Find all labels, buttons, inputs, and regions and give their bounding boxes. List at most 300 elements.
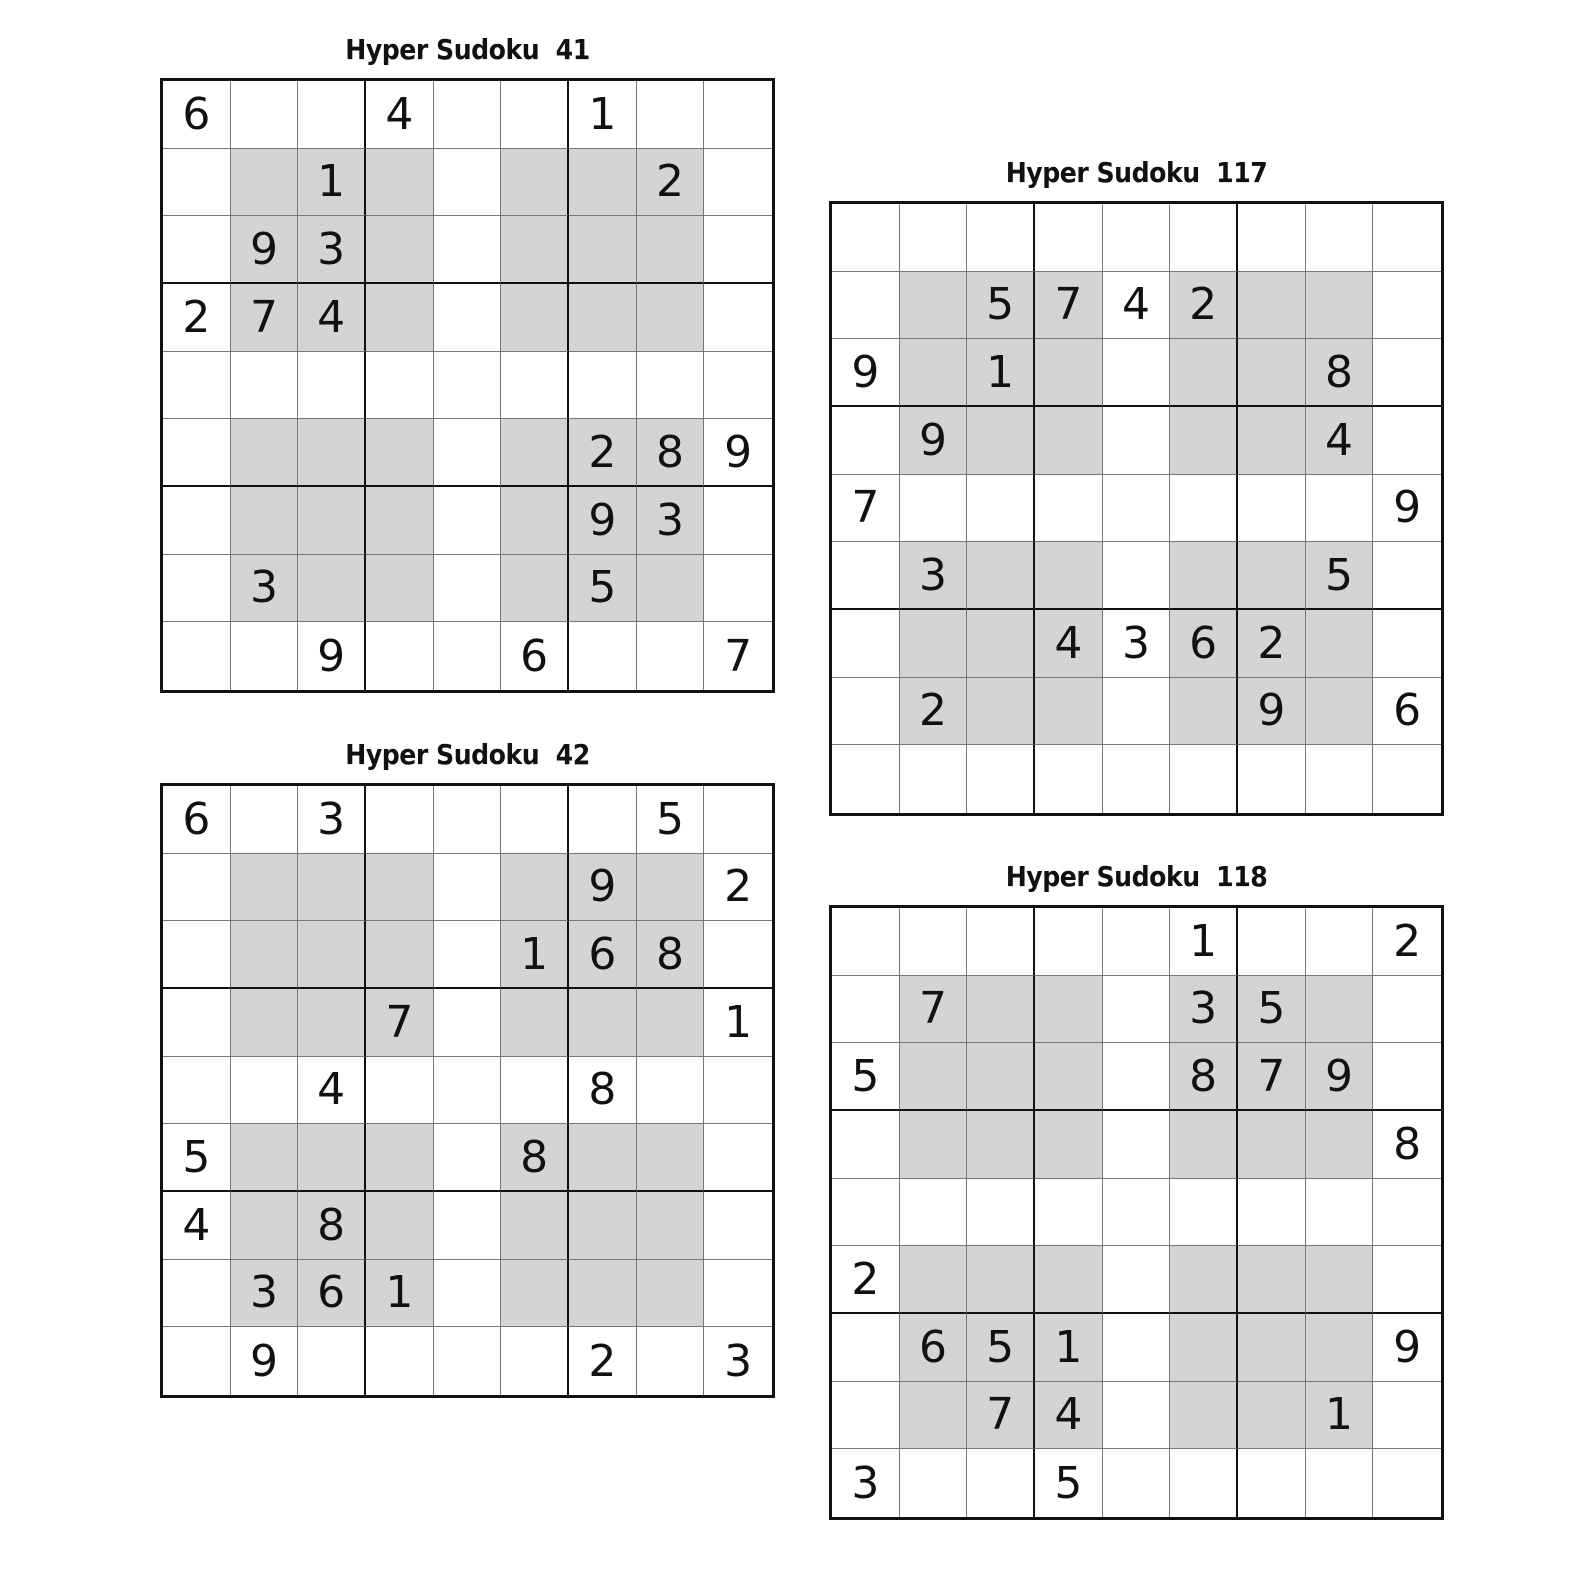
sudoku-cell (434, 1260, 502, 1328)
sudoku-cell (298, 487, 366, 555)
sudoku-cell (298, 1124, 366, 1192)
sudoku-cell: 5 (967, 272, 1035, 340)
sudoku-cell (967, 542, 1035, 610)
sudoku-cell (434, 622, 502, 690)
sudoku-cell (1306, 976, 1374, 1044)
sudoku-cell (1238, 339, 1306, 407)
sudoku-cell (704, 1192, 772, 1260)
sudoku-cell: 1 (967, 339, 1035, 407)
sudoku-cell (501, 284, 569, 352)
sudoku-cell: 4 (1035, 1382, 1103, 1450)
sudoku-cell: 6 (569, 921, 637, 989)
sudoku-cell (434, 989, 502, 1057)
sudoku-cell: 7 (231, 284, 299, 352)
sudoku-cell (569, 216, 637, 284)
sudoku-cell (1373, 1043, 1441, 1111)
sudoku-cell (366, 352, 434, 420)
sudoku-cell: 8 (1306, 339, 1374, 407)
sudoku-cell: 6 (163, 81, 231, 149)
sudoku-cell: 9 (231, 216, 299, 284)
sudoku-cell (1170, 1179, 1238, 1247)
sudoku-cell (1238, 407, 1306, 475)
sudoku-cell (163, 989, 231, 1057)
sudoku-cell (1306, 1179, 1374, 1247)
sudoku-cell (900, 475, 968, 543)
sudoku-cell (366, 1192, 434, 1260)
sudoku-cell: 1 (1170, 908, 1238, 976)
sudoku-cell (366, 216, 434, 284)
sudoku-cell (637, 284, 705, 352)
sudoku-cell (1306, 1449, 1374, 1517)
sudoku-cell (434, 352, 502, 420)
sudoku-cell (704, 786, 772, 854)
puzzle-title: Hyper Sudoku 41 (345, 33, 590, 66)
sudoku-puzzle (829, 857, 1444, 1520)
sudoku-cell (501, 81, 569, 149)
sudoku-cell: 3 (298, 216, 366, 284)
sudoku-cell (1373, 1382, 1441, 1450)
sudoku-cell (1306, 1314, 1374, 1382)
sudoku-cell: 6 (1170, 610, 1238, 678)
sudoku-cell: 9 (832, 339, 900, 407)
sudoku-cell (1238, 475, 1306, 543)
sudoku-cell (1238, 1111, 1306, 1179)
sudoku-cell: 2 (1238, 610, 1306, 678)
sudoku-cell (967, 1246, 1035, 1314)
sudoku-cell (967, 1179, 1035, 1247)
sudoku-cell (1170, 678, 1238, 746)
sudoku-cell: 8 (1373, 1111, 1441, 1179)
sudoku-cell (1306, 272, 1374, 340)
sudoku-cell (704, 487, 772, 555)
sudoku-cell (637, 1057, 705, 1125)
sudoku-cell: 6 (1373, 678, 1441, 746)
sudoku-cell: 6 (501, 622, 569, 690)
sudoku-cell (1170, 542, 1238, 610)
sudoku-cell: 8 (1170, 1043, 1238, 1111)
sudoku-cell: 9 (1373, 1314, 1441, 1382)
sudoku-cell (1035, 204, 1103, 272)
sudoku-cell (501, 1327, 569, 1395)
sudoku-cell (900, 610, 968, 678)
sudoku-cell (163, 622, 231, 690)
sudoku-cell (298, 555, 366, 623)
sudoku-cell (1035, 908, 1103, 976)
sudoku-cell (1373, 407, 1441, 475)
sudoku-cell (231, 149, 299, 217)
sudoku-cell (1373, 542, 1441, 610)
sudoku-cell (704, 555, 772, 623)
puzzle-title: Hyper Sudoku 118 (1005, 860, 1268, 893)
sudoku-cell (1103, 475, 1171, 543)
sudoku-cell: 7 (1238, 1043, 1306, 1111)
sudoku-cell (832, 1111, 900, 1179)
sudoku-cell (501, 786, 569, 854)
sudoku-cell (967, 475, 1035, 543)
sudoku-cell (967, 610, 1035, 678)
sudoku-cell (366, 854, 434, 922)
sudoku-cell (900, 339, 968, 407)
sudoku-cell (1103, 1111, 1171, 1179)
sudoku-cell: 6 (298, 1260, 366, 1328)
sudoku-cell (501, 854, 569, 922)
sudoku-cell (434, 854, 502, 922)
sudoku-cell (704, 81, 772, 149)
sudoku-cell (1306, 678, 1374, 746)
sudoku-cell (637, 352, 705, 420)
sudoku-cell (967, 745, 1035, 813)
sudoku-cell: 9 (704, 419, 772, 487)
sudoku-cell (501, 352, 569, 420)
sudoku-cell (163, 555, 231, 623)
sudoku-cell (1035, 339, 1103, 407)
sudoku-cell: 7 (1035, 272, 1103, 340)
sudoku-cell: 1 (366, 1260, 434, 1328)
sudoku-cell (1373, 272, 1441, 340)
sudoku-cell (704, 352, 772, 420)
sudoku-cell (434, 81, 502, 149)
sudoku-cell (1238, 1449, 1306, 1517)
sudoku-cell (366, 419, 434, 487)
sudoku-cell (704, 284, 772, 352)
sudoku-cell (501, 1057, 569, 1125)
sudoku-cell (231, 1057, 299, 1125)
sudoku-cell: 9 (1238, 678, 1306, 746)
sudoku-cell (900, 1179, 968, 1247)
sudoku-cell: 2 (569, 1327, 637, 1395)
sudoku-cell (231, 487, 299, 555)
sudoku-cell (231, 989, 299, 1057)
puzzle-title: Hyper Sudoku 117 (1005, 156, 1268, 189)
sudoku-cell: 3 (231, 555, 299, 623)
sudoku-cell (366, 921, 434, 989)
sudoku-cell (1238, 908, 1306, 976)
sudoku-cell (1170, 1246, 1238, 1314)
sudoku-cell (163, 1057, 231, 1125)
sudoku-cell (637, 1260, 705, 1328)
sudoku-cell (231, 786, 299, 854)
sudoku-cell (1103, 1246, 1171, 1314)
sudoku-cell (900, 1246, 968, 1314)
sudoku-cell: 5 (832, 1043, 900, 1111)
sudoku-puzzle (160, 30, 775, 693)
sudoku-cell (434, 1192, 502, 1260)
sudoku-cell: 5 (1238, 976, 1306, 1044)
sudoku-cell (1103, 1043, 1171, 1111)
sudoku-cell (1373, 204, 1441, 272)
sudoku-cell (434, 284, 502, 352)
sudoku-cell (1170, 475, 1238, 543)
sudoku-cell (298, 419, 366, 487)
sudoku-cell (366, 622, 434, 690)
sudoku-cell: 8 (298, 1192, 366, 1260)
sudoku-cell (231, 352, 299, 420)
sudoku-cell (900, 1043, 968, 1111)
sudoku-cell (501, 419, 569, 487)
sudoku-cell: 2 (704, 854, 772, 922)
sudoku-cell: 4 (298, 284, 366, 352)
sudoku-cell (637, 854, 705, 922)
sudoku-cell (434, 216, 502, 284)
sudoku-cell (1170, 339, 1238, 407)
sudoku-cell (501, 989, 569, 1057)
sudoku-cell: 3 (1103, 610, 1171, 678)
sudoku-cell (1103, 976, 1171, 1044)
sudoku-cell: 4 (298, 1057, 366, 1125)
sudoku-cell (434, 419, 502, 487)
sudoku-cell (501, 1260, 569, 1328)
sudoku-cell: 7 (967, 1382, 1035, 1450)
sudoku-cell (1170, 745, 1238, 813)
sudoku-cell (832, 272, 900, 340)
sudoku-cell (366, 786, 434, 854)
sudoku-cell: 5 (163, 1124, 231, 1192)
sudoku-cell: 5 (967, 1314, 1035, 1382)
sudoku-cell (1035, 1043, 1103, 1111)
sudoku-cell: 3 (704, 1327, 772, 1395)
sudoku-cell (967, 678, 1035, 746)
sudoku-cell: 9 (569, 487, 637, 555)
sudoku-cell: 3 (832, 1449, 900, 1517)
sudoku-cell (1103, 1314, 1171, 1382)
sudoku-cell: 2 (1170, 272, 1238, 340)
sudoku-cell (163, 352, 231, 420)
sudoku-cell: 1 (1306, 1382, 1374, 1450)
sudoku-cell (704, 1057, 772, 1125)
sudoku-cell (1103, 204, 1171, 272)
sudoku-cell (231, 81, 299, 149)
sudoku-cell (637, 216, 705, 284)
sudoku-cell (1373, 745, 1441, 813)
sudoku-cell (434, 921, 502, 989)
sudoku-cell (900, 1111, 968, 1179)
sudoku-cell (900, 908, 968, 976)
sudoku-cell (704, 921, 772, 989)
sudoku-cell (900, 1449, 968, 1517)
sudoku-cell (1035, 407, 1103, 475)
sudoku-cell: 2 (1373, 908, 1441, 976)
sudoku-cell (1103, 339, 1171, 407)
sudoku-cell (298, 352, 366, 420)
sudoku-cell (1238, 272, 1306, 340)
sudoku-cell (569, 622, 637, 690)
sudoku-cell (1306, 204, 1374, 272)
sudoku-cell (832, 908, 900, 976)
sudoku-cell (1306, 1111, 1374, 1179)
sudoku-cell (1306, 475, 1374, 543)
sudoku-cell: 5 (1306, 542, 1374, 610)
sudoku-cell: 4 (366, 81, 434, 149)
sudoku-cell (900, 745, 968, 813)
sudoku-cell (569, 149, 637, 217)
sudoku-cell (1170, 1449, 1238, 1517)
sudoku-cell (1035, 976, 1103, 1044)
sudoku-cell (501, 149, 569, 217)
sudoku-cell (1103, 908, 1171, 976)
sudoku-cell (1035, 542, 1103, 610)
sudoku-cell (1373, 339, 1441, 407)
sudoku-cell (1373, 1179, 1441, 1247)
sudoku-cell (163, 854, 231, 922)
sudoku-cell (967, 204, 1035, 272)
sudoku-cell: 8 (637, 921, 705, 989)
sudoku-cell (231, 1192, 299, 1260)
sudoku-cell (1170, 1382, 1238, 1450)
sudoku-cell: 2 (832, 1246, 900, 1314)
sudoku-grid (160, 783, 775, 1398)
sudoku-cell (967, 1043, 1035, 1111)
sudoku-cell: 4 (1306, 407, 1374, 475)
sudoku-cell: 5 (569, 555, 637, 623)
sudoku-cell (298, 989, 366, 1057)
sudoku-cell: 1 (704, 989, 772, 1057)
sudoku-cell (434, 149, 502, 217)
sudoku-cell (637, 1327, 705, 1395)
sudoku-cell: 1 (501, 921, 569, 989)
sudoku-cell (298, 921, 366, 989)
sudoku-cell (967, 407, 1035, 475)
puzzle-title: Hyper Sudoku 42 (345, 738, 590, 771)
sudoku-cell (163, 1327, 231, 1395)
sudoku-cell (163, 216, 231, 284)
sudoku-cell (1035, 1179, 1103, 1247)
sudoku-cell (434, 487, 502, 555)
sudoku-cell (900, 204, 968, 272)
sudoku-cell (366, 1057, 434, 1125)
sudoku-cell (231, 1124, 299, 1192)
sudoku-cell: 9 (569, 854, 637, 922)
sudoku-cell: 3 (637, 487, 705, 555)
sudoku-cell (569, 1192, 637, 1260)
sudoku-cell: 7 (704, 622, 772, 690)
sudoku-cell (1238, 542, 1306, 610)
sudoku-cell (1035, 1246, 1103, 1314)
sudoku-cell (1103, 542, 1171, 610)
sudoku-grid (829, 201, 1444, 816)
sudoku-cell (569, 284, 637, 352)
sudoku-cell (434, 555, 502, 623)
sudoku-cell (1103, 1179, 1171, 1247)
sudoku-cell (163, 419, 231, 487)
sudoku-cell (832, 976, 900, 1044)
sudoku-cell (967, 976, 1035, 1044)
sudoku-cell: 7 (366, 989, 434, 1057)
sudoku-cell: 9 (1373, 475, 1441, 543)
sudoku-cell (704, 216, 772, 284)
sudoku-cell (637, 81, 705, 149)
sudoku-cell: 1 (1035, 1314, 1103, 1382)
sudoku-cell (569, 989, 637, 1057)
sudoku-cell (501, 216, 569, 284)
sudoku-cell: 7 (900, 976, 968, 1044)
sudoku-cell (704, 1260, 772, 1328)
sudoku-cell: 9 (1306, 1043, 1374, 1111)
sudoku-cell (569, 352, 637, 420)
sudoku-cell (434, 786, 502, 854)
sudoku-cell (501, 487, 569, 555)
sudoku-cell (231, 854, 299, 922)
sudoku-cell (1306, 610, 1374, 678)
sudoku-cell (832, 407, 900, 475)
sudoku-cell (637, 989, 705, 1057)
sudoku-cell (967, 908, 1035, 976)
sudoku-cell (366, 1327, 434, 1395)
sudoku-cell (1170, 204, 1238, 272)
sudoku-cell (501, 1192, 569, 1260)
sudoku-cell (366, 149, 434, 217)
sudoku-cell (501, 555, 569, 623)
sudoku-cell (832, 1179, 900, 1247)
sudoku-cell (1170, 407, 1238, 475)
sudoku-cell (434, 1124, 502, 1192)
sudoku-cell: 4 (1035, 610, 1103, 678)
sudoku-cell (1103, 678, 1171, 746)
sudoku-cell (1170, 1314, 1238, 1382)
sudoku-cell (231, 622, 299, 690)
sudoku-cell (231, 419, 299, 487)
sudoku-cell: 4 (163, 1192, 231, 1260)
sudoku-cell (366, 487, 434, 555)
sudoku-cell (1035, 1111, 1103, 1179)
sudoku-cell (1170, 1111, 1238, 1179)
sudoku-cell: 3 (231, 1260, 299, 1328)
sudoku-cell: 3 (298, 786, 366, 854)
sudoku-grid (160, 78, 775, 693)
sudoku-cell (637, 1124, 705, 1192)
sudoku-cell (569, 1124, 637, 1192)
sudoku-cell (298, 81, 366, 149)
sudoku-cell: 1 (569, 81, 637, 149)
sudoku-cell (637, 622, 705, 690)
sudoku-cell: 6 (163, 786, 231, 854)
sudoku-cell: 3 (900, 542, 968, 610)
sudoku-cell: 1 (298, 149, 366, 217)
sudoku-cell (1373, 1246, 1441, 1314)
sudoku-cell (298, 1327, 366, 1395)
sudoku-cell (434, 1327, 502, 1395)
sudoku-cell (163, 487, 231, 555)
sudoku-cell: 5 (637, 786, 705, 854)
sudoku-cell (832, 745, 900, 813)
sudoku-cell (1103, 1382, 1171, 1450)
sudoku-cell: 2 (900, 678, 968, 746)
sudoku-cell (1238, 1246, 1306, 1314)
sudoku-cell (163, 149, 231, 217)
sudoku-cell: 8 (501, 1124, 569, 1192)
sudoku-cell: 9 (231, 1327, 299, 1395)
sudoku-cell: 7 (832, 475, 900, 543)
sudoku-cell (1306, 908, 1374, 976)
sudoku-grid (829, 905, 1444, 1520)
sudoku-cell (1238, 1314, 1306, 1382)
sudoku-cell (832, 1314, 900, 1382)
sudoku-cell (1373, 1449, 1441, 1517)
sudoku-cell: 3 (1170, 976, 1238, 1044)
sudoku-cell (1035, 475, 1103, 543)
sudoku-cell (1103, 1449, 1171, 1517)
sudoku-cell (366, 1124, 434, 1192)
sudoku-puzzle (829, 153, 1444, 816)
sudoku-cell (1035, 678, 1103, 746)
sudoku-puzzle (160, 735, 775, 1398)
sudoku-cell: 9 (900, 407, 968, 475)
sudoku-cell (900, 1382, 968, 1450)
sudoku-cell (1103, 407, 1171, 475)
sudoku-cell (569, 1260, 637, 1328)
sudoku-cell (163, 921, 231, 989)
sudoku-cell (832, 678, 900, 746)
sudoku-cell (1035, 745, 1103, 813)
